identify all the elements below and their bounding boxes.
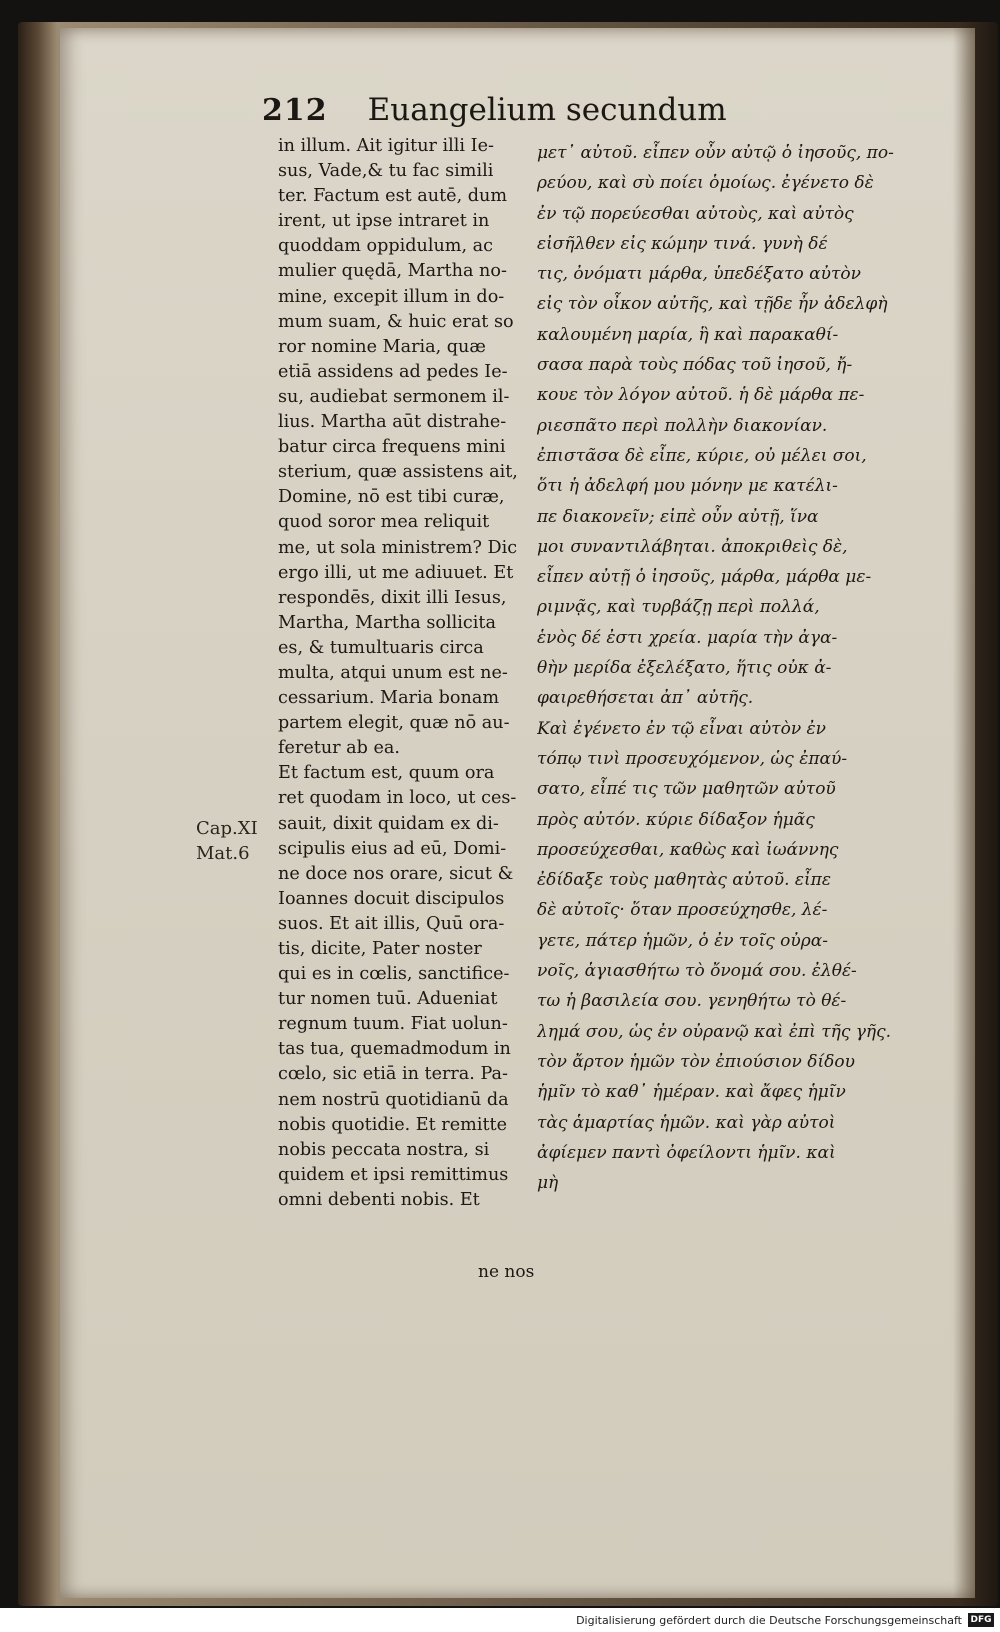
text-line: ter. Factum est autē, dum [278, 186, 508, 207]
text-line: multa, atqui unum est ne- [278, 662, 508, 683]
text-line: τόπῳ τινὶ προσευχόμενον, ὡς ἐπαύ- [537, 748, 848, 769]
text-line: lius. Martha aūt distrahe- [278, 412, 507, 433]
page-header [262, 92, 862, 128]
text-line: Καὶ ἐγένετο ἐν τῷ εἶναι αὐτὸν ἐν [537, 718, 827, 739]
text-line: sus, Vade,& tu fac simili [278, 161, 494, 182]
text-line: feretur ab ea. [278, 738, 400, 759]
text-line: suos. Et ait illis, Quū ora- [278, 913, 505, 934]
text-line: σασα παρὰ τοὺς πόδας τοῦ ἰησοῦ, ἤ- [537, 355, 853, 376]
text-line: τις, ὀνόματι μάρθα, ὑπεδέξατο αὐτὸν [537, 264, 861, 285]
text-line: mine, excepit illum in do- [278, 286, 505, 307]
text-line: τὰς ἁμαρτίας ἡμῶν. καὶ γὰρ αὐτοὶ [537, 1112, 836, 1133]
dfg-logo: DFG [968, 1613, 994, 1627]
catchword: ne nos [478, 1262, 535, 1282]
text-line: εἰς τὸν οἶκον αὐτῆς, καὶ τῇδε ἦν ἀδελφὴ [537, 294, 888, 315]
page-number: 212 [262, 93, 328, 128]
text-line: nem nostrū quotidianū da [278, 1089, 509, 1110]
text-line: εἰσῆλθεν εἰς κώμην τινά. γυνὴ δέ [537, 233, 828, 254]
text-line: quod soror mea reliquit [278, 512, 490, 533]
text-line: ret quodam in loco, ut ces- [278, 788, 517, 809]
text-line: omni debenti nobis. Et [278, 1189, 480, 1210]
text-line: qui es in cœlis, sanctifice- [278, 964, 510, 985]
text-line: Martha, Martha sollicita [278, 612, 496, 633]
text-line: quoddam oppidulum, ac [278, 236, 493, 257]
text-line: tas tua, quemadmodum in [278, 1039, 511, 1060]
text-line: me, ut sola ministrem? Dic [278, 537, 518, 558]
text-line: σατο, εἶπέ τις τῶν μαθητῶν αὐτοῦ [537, 779, 836, 800]
text-line: Domine, nō est tibi curæ, [278, 487, 505, 508]
text-line: partem elegit, quæ nō au- [278, 713, 510, 734]
text-line: μὴ [537, 1173, 559, 1194]
text-line: εἶπεν αὐτῇ ὁ ἰησοῦς, μάρθα, μάρθα με- [537, 567, 872, 588]
text-line: regnum tuum. Fiat uolun- [278, 1014, 508, 1035]
text-line: τὸν ἄρτον ἡμῶν τὸν ἐπιούσιον δίδου [537, 1051, 855, 1072]
text-line: ἐν τῷ πορεύεσθαι αὐτοὺς, καὶ αὐτὸς [537, 203, 854, 224]
text-line: ἡμῖν τὸ καθ᾽ ἡμέραν. καὶ ἄφες ἡμῖν [537, 1082, 846, 1103]
text-line: γετε, πάτερ ἡμῶν, ὁ ἐν τοῖς οὐρα- [537, 930, 828, 951]
digitization-footer [0, 1608, 1000, 1632]
text-line: λημά σου, ὡς ἐν οὐρανῷ καὶ ἐπὶ τῆς γῆς. [537, 1021, 892, 1042]
text-line: ne doce nos orare, sicut & [278, 863, 514, 884]
text-line: δὲ αὐτοῖς· ὅταν προσεύχησθε, λέ- [537, 900, 828, 921]
text-line: es, & tumultuaris circa [278, 637, 484, 658]
margin-note-line: Cap.XI [196, 818, 258, 839]
text-line: tis, dicite, Pater noster [278, 939, 482, 959]
text-line: θὴν μερίδα ἐξελέξατο, ἥτις οὐκ ἀ- [537, 658, 832, 679]
text-line: su, audiebat sermonem il- [278, 386, 510, 407]
latin-column [278, 134, 568, 1213]
text-line: ὅτι ἡ ἀδελφή μου μόνην με κατέλι- [537, 476, 838, 497]
text-line: μοι συναντιλάβηται. ἀποκριθεὶς δὲ, [537, 536, 848, 557]
text-line: ρεύου, καὶ σὺ ποίει ὁμοίως. ἐγένετο δὲ [537, 173, 874, 194]
text-line: προσεύχεσθαι, καθὼς καὶ ἰωάννης [537, 839, 839, 860]
text-line: Ioannes docuit discipulos [278, 888, 505, 909]
text-line: mulier quędā, Martha no- [278, 261, 507, 282]
text-line: irent, ut ipse intraret in [278, 211, 490, 232]
text-line: sterium, quæ assistens ait, [278, 462, 518, 483]
text-line: πε διακονεῖν; εἰπὲ οὖν αὐτῇ, ἵνα [537, 506, 819, 527]
text-line: scipulis eius ad eū, Domi- [278, 838, 507, 859]
margin-note [196, 816, 258, 866]
text-line: ergo illi, ut me adiuuet. Et [278, 562, 514, 583]
text-line: in illum. Ait igitur illi Ie- [278, 136, 494, 156]
text-line: ἀφίεμεν παντὶ ὀφείλοντι ἡμῖν. καὶ [537, 1142, 836, 1163]
text-line: καλουμένη μαρία, ἣ καὶ παρακαθί- [537, 324, 839, 345]
text-line: πρὸς αὐτόν. κύριε δίδαξον ἡμᾶς [537, 809, 815, 830]
margin-note-line: Mat.6 [196, 843, 250, 864]
text-line: νοῖς, ἁγιασθήτω τὸ ὄνομά σου. ἐλθέ- [537, 961, 857, 982]
text-line: ἐπιστᾶσα δὲ εἶπε, κύριε, οὐ μέλει σοι, [537, 445, 867, 466]
text-line: quidem et ipsi remittimus [278, 1164, 509, 1185]
text-line: mum suam, & huic erat so [278, 311, 514, 332]
text-line: Et factum est, quum ora [278, 763, 495, 784]
text-line: τω ἡ βασιλεία σου. γενηθήτω τὸ θέ- [537, 991, 847, 1012]
text-line: cessarium. Maria bonam [278, 688, 500, 709]
text-line: κουε τὸν λόγον αὐτοῦ. ἡ δὲ μάρθα πε- [537, 385, 865, 406]
text-line: respondēs, dixit illi Iesus, [278, 587, 507, 608]
text-line: nobis peccata nostra, si [278, 1139, 490, 1160]
text-line: batur circa frequens mini [278, 437, 506, 458]
running-title: Euangelium secundum [367, 92, 727, 128]
text-line: sauit, dixit quidam ex di- [278, 813, 499, 834]
text-line: ριμνᾷς, καὶ τυρβάζῃ περὶ πολλά, [537, 597, 820, 618]
text-line: φαιρεθήσεται ἀπ᾽ αὐτῆς. [537, 688, 754, 709]
page-gutter-shadow [953, 28, 975, 1598]
text-line: μετ᾽ αὐτοῦ. εἶπεν οὖν αὐτῷ ὁ ἰησοῦς, πο- [537, 143, 894, 163]
text-line: ἑνὸς δέ ἐστι χρεία. μαρία τὴν ἀγα- [537, 627, 838, 648]
text-line: ριεσπᾶτο περὶ πολλὴν διακονίαν. [537, 415, 828, 436]
text-line: tur nomen tuū. Adueniat [278, 989, 498, 1010]
text-line: nobis quotidie. Et remitte [278, 1114, 507, 1135]
greek-column [537, 138, 942, 1198]
text-line: cœlo, sic etiā in terra. Pa- [278, 1064, 508, 1085]
text-line: etiā assidens ad pedes Ie- [278, 361, 508, 382]
text-line: ror nomine Maria, quæ [278, 336, 486, 357]
text-line: ἐδίδαξε τοὺς μαθητὰς αὐτοῦ. εἶπε [537, 870, 831, 891]
footer-credit: Digitalisierung gefördert durch die Deutsche Forschungsgemeinschaft [576, 1613, 962, 1627]
